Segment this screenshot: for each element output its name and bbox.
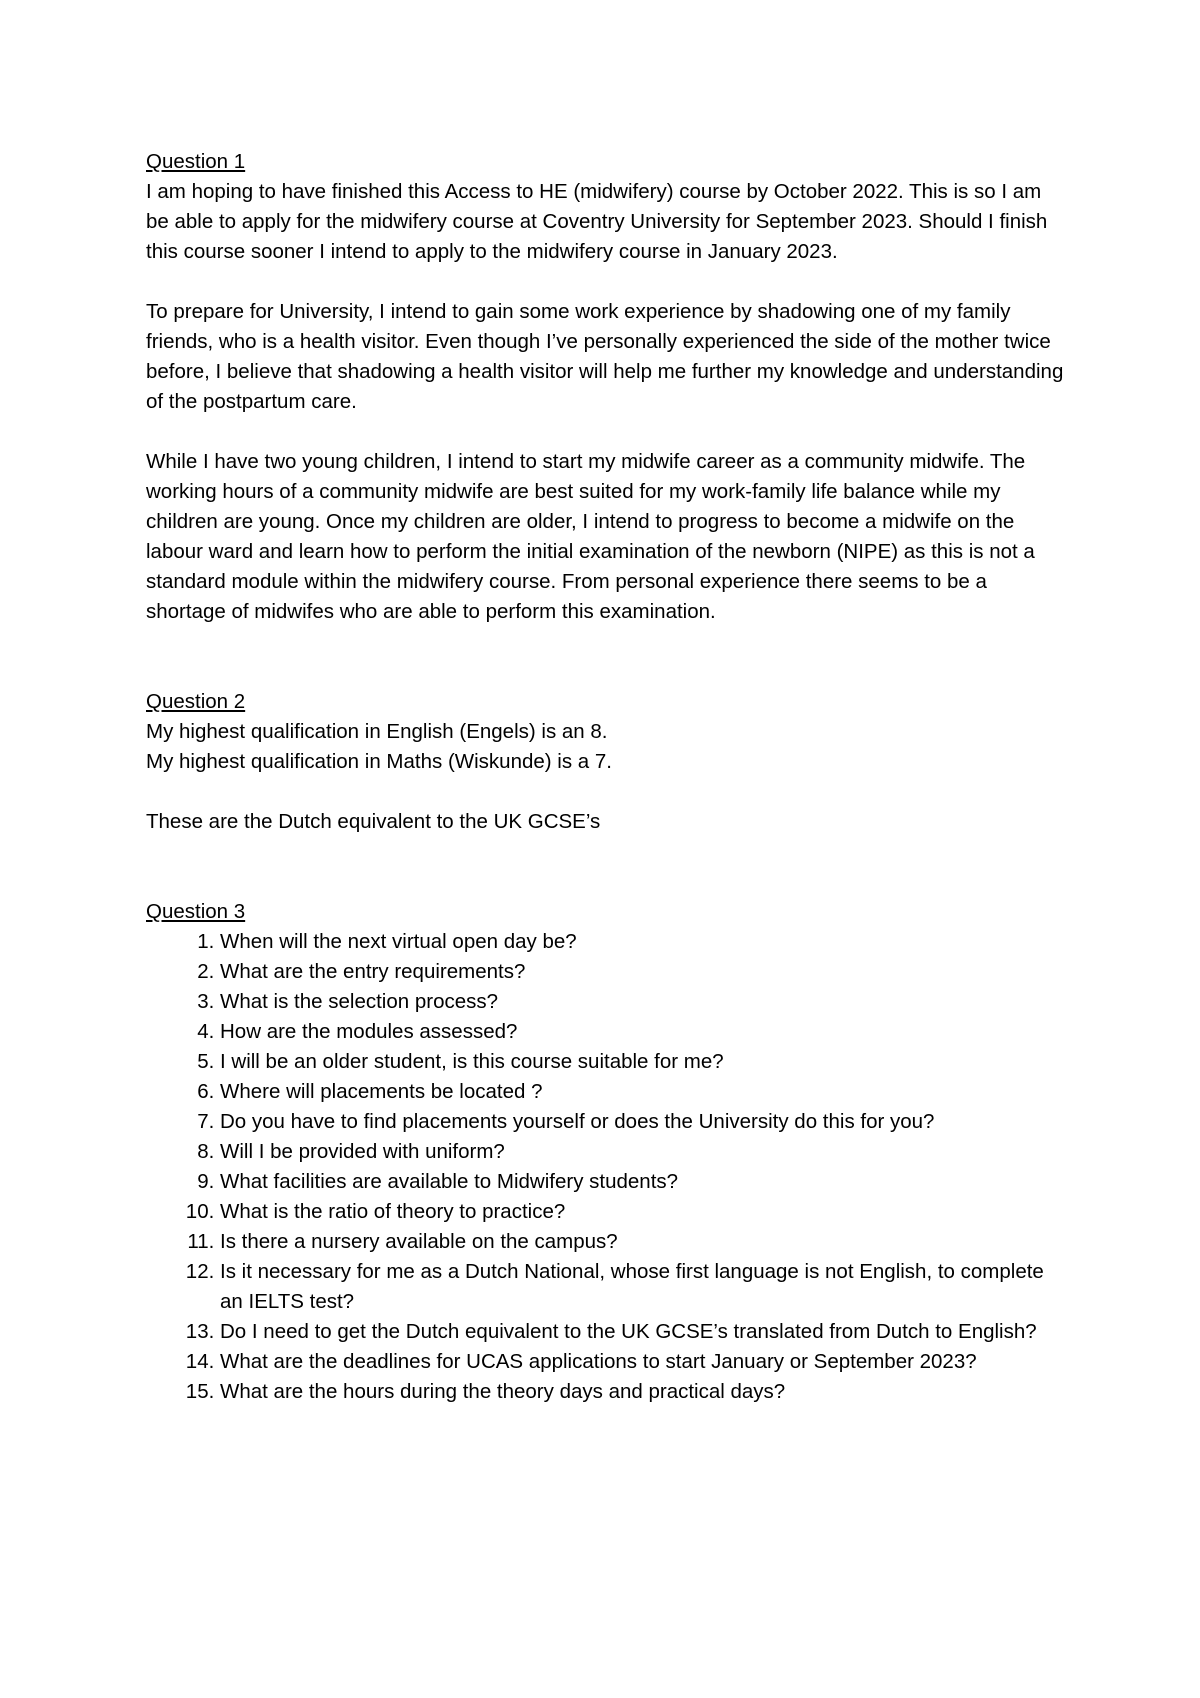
question-2-english-line: My highest qualification in English (Engels) is an 8. xyxy=(146,720,608,743)
list-item: 7. Do you have to find placements yourself or does the University do this for you? xyxy=(220,1107,1066,1137)
question-3-heading: Question 3 xyxy=(146,900,246,923)
list-item: 6. Where will placements be located ? xyxy=(220,1077,1066,1107)
list-item: 2. What are the entry requirements? xyxy=(220,957,1066,987)
list-item: 14. What are the deadlines for UCAS applications to start January or September 2023? xyxy=(220,1347,1066,1377)
document-body xyxy=(146,147,1066,1407)
list-item: 3. What is the selection process? xyxy=(220,987,1066,1017)
list-item: 1. When will the next virtual open day be? xyxy=(220,927,1066,957)
list-item: 15. What are the hours during the theory days and practical days? xyxy=(220,1377,1066,1407)
list-item: 8. Will I be provided with uniform? xyxy=(220,1137,1066,1167)
list-item: 9. What facilities are available to Midwifery students? xyxy=(220,1167,1066,1197)
question-1-paragraph-1: I am hoping to have finished this Access to HE (midwifery) course by October 2022. This is so I am be able to apply for the midwifery course at Coventry University for September 2023. Should I finish this course sooner I intend to apply to the midwifery course in January 2023. xyxy=(146,180,1048,263)
list-item: 10. What is the ratio of theory to practice? xyxy=(220,1197,1066,1227)
list-item: 12. Is it necessary for me as a Dutch National, whose first language is not English, to complete an IELTS test? xyxy=(220,1257,1066,1317)
question-2-heading: Question 2 xyxy=(146,690,246,713)
question-1-paragraph-3: While I have two young children, I intend to start my midwife career as a community midwife. The working hours of a community midwife are best suited for my work-family life balance while my children are young. Once my children are older, I intend to progress to become a midwife on the labour ward and learn how to perform the initial examination of the newborn (NIPE) as this is not a standard module within the midwifery course. From personal experience there seems to be a shortage of midwifes who are able to perform this examination. xyxy=(146,450,1035,623)
question-1-paragraph-2: To prepare for University, I intend to gain some work experience by shadowing one of my family friends, who is a health visitor. Even though I’ve personally experienced the side of the mother twice before, I believe that shadowing a health visitor will help me further my knowledge and understanding of the postpartum care. xyxy=(146,300,1064,413)
question-1-heading: Question 1 xyxy=(146,150,246,173)
list-item: 13. Do I need to get the Dutch equivalent to the UK GCSE’s translated from Dutch to English? xyxy=(220,1317,1066,1347)
question-2-note: These are the Dutch equivalent to the UK GCSE’s xyxy=(146,810,601,833)
question-2-maths-line: My highest qualification in Maths (Wiskunde) is a 7. xyxy=(146,750,613,773)
list-item: 5. I will be an older student, is this course suitable for me? xyxy=(220,1047,1066,1077)
list-item: 4. How are the modules assessed? xyxy=(220,1017,1066,1047)
list-item: 11. Is there a nursery available on the campus? xyxy=(220,1227,1066,1257)
question-3-list xyxy=(146,927,1066,1407)
